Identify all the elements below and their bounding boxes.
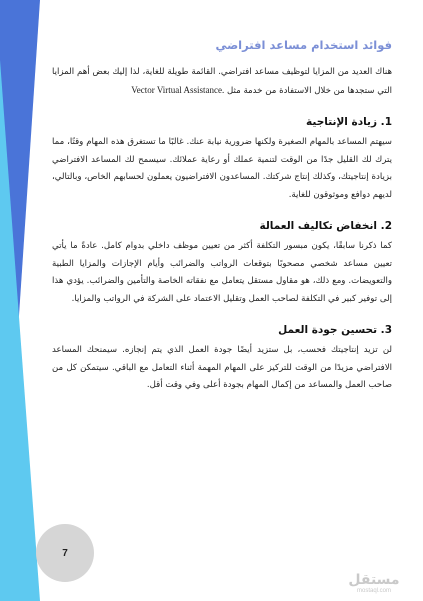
page-number: 7 [62,547,68,559]
section-body: كما ذكرنا سابقًا، يكون مبسور التكلفة أكثر من تعيين موظف داخلي بدوام كامل. عادةً ما يأتي تعيين مساعد شخصي مصحوبًا بتوقعات الرواتب والضرائب وأيام الإجازات والمزايا الطبية والتعويضات. ومع ذلك، هو مقاول مستقل يتعامل مع نفقاته الخاصة والتأمين والضرائب. يؤدي هذا إلى توفير كبير في التكلفة لصاحب العمل وتقليل الاعتماد على الشركة في الرواتب والمزايا. [52,241,392,304]
section-work-quality [52,324,392,395]
section-heading: 1. زيادة الإنتاجية [306,116,392,128]
logo-sub-text: mostaql.com [356,588,391,594]
section-heading: 2. انخفاض تكاليف العمالة [259,220,392,232]
section-body: لن تزيد إنتاجيتك فحسب، بل ستزيد أيضًا جودة العمل الذي يتم إنجازه. سيمنحك المساعد الافتراضي مزيدًا من الوقت للتركيز على المهام المهمة أثناء التعامل مع الباقي. سيتمكن كل من صاحب العمل والمساعد من إكمال المهام بجودة أعلى وفي وقت أقل. [52,345,392,390]
section-labor-costs [52,220,392,308]
section-heading: 3. تحسين جودة العمل [278,324,392,336]
document-body [52,38,392,395]
section-body: سيهتم المساعد بالمهام الصغيرة ولكنها ضرورية نيابة عنك. غالبًا ما تستغرق هذه المهام وقتًا، مما يترك لك القليل جدًا من الوقت لتنمية عملك أو رعاية عملائك. سيسمح لك المساعد الافتراضي بزيادة إنتاجيتك، وكذلك إنتاج شركتك. المساعدون الافتراضيون يعملون لحسابهم الخاص، وبالتالي، لديهم دوافع وموثوقون للغاية. [52,137,392,200]
logo-main-text: مستقل [348,572,400,588]
watermark-logo [339,572,409,595]
intro-paragraph [52,64,392,100]
intro-text: هناك العديد من المزايا لتوظيف مساعد افتراضي. القائمة طويلة للغاية، لذا إليك بعض أهم المزايا التي ستجدها من خلال الاستفادة من خدمة مثل [52,67,392,96]
intro-brand: Vector Virtual Assistance. [131,84,225,95]
page-title: فوائد استخدام مساعد افتراضي [215,38,392,52]
section-productivity [52,116,392,204]
page-number-badge [36,524,94,582]
